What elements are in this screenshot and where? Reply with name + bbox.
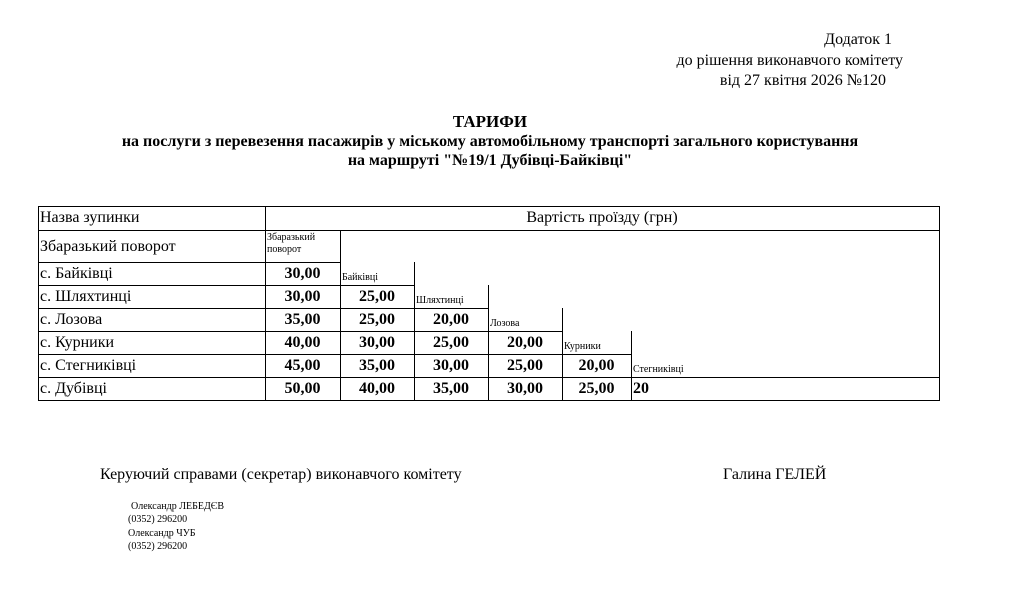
- fare-cell: 30,00: [433, 357, 469, 374]
- fare-cell: 30,00: [284, 265, 321, 282]
- page-title: ТАРИФИ: [452, 112, 528, 131]
- diag-label: Курники: [564, 341, 601, 352]
- row-name: с. Дубівці: [40, 380, 107, 397]
- row-name: с. Байківці: [40, 265, 113, 282]
- row-rule: [38, 400, 266, 401]
- row-name: с. Лозова: [40, 311, 103, 328]
- fare-cell: 30,00: [507, 380, 543, 397]
- fare-cell: 20: [633, 380, 649, 397]
- fare-cell: 20,00: [433, 311, 469, 328]
- fare-cell: 25,00: [433, 334, 469, 351]
- row-name: с. Курники: [40, 334, 115, 351]
- table-border-left: [38, 206, 39, 401]
- row-name-first-stop: Збаразький поворот: [40, 238, 176, 255]
- appendix-decision-label: до рішення виконавчого комітету: [676, 52, 903, 69]
- appendix-date-number: від 27 квітня 2026 №120: [719, 72, 886, 89]
- fare-cell: 25,00: [359, 311, 395, 328]
- diag-label-first-stop: Збаразький поворот: [267, 232, 316, 255]
- cell-rule: [414, 400, 489, 401]
- header-rule: [38, 230, 940, 231]
- contact-phone-2: (0352) 296200: [128, 541, 188, 552]
- diag-label: Байківці: [342, 272, 379, 283]
- cell-rule: [631, 400, 940, 401]
- contact-name-1: Олександр ЛЕБЕДЄВ: [131, 501, 225, 512]
- fare-cell: 30,00: [284, 288, 321, 305]
- column-header-cost: Вартість проїзду (грн): [526, 209, 678, 226]
- signature-position: Керуючий справами (секретар) виконавчого комітету: [100, 466, 462, 483]
- fare-cell: 35,00: [284, 311, 321, 328]
- page-subtitle: на послуги з перевезення пасажирів у міському автомобільному транспорті загального користування: [121, 133, 859, 150]
- row-name: с. Стегниківці: [40, 357, 137, 374]
- row-name: с. Шляхтинці: [40, 288, 132, 305]
- diag-label: Лозова: [490, 318, 520, 329]
- route-title: на маршруті "№19/1 Дубівці-Байківці": [347, 152, 633, 169]
- signature-name: Галина ГЕЛЕЙ: [723, 466, 827, 483]
- fare-cell: 35,00: [359, 357, 395, 374]
- fare-cell: 20,00: [507, 334, 543, 351]
- contact-phone-1: (0352) 296200: [128, 514, 188, 525]
- fare-cell: 40,00: [359, 380, 395, 397]
- cell-rule: [562, 400, 632, 401]
- fare-cell: 20,00: [578, 357, 615, 374]
- cell-rule: [488, 400, 563, 401]
- diag-label: Шляхтинці: [416, 295, 464, 306]
- appendix-label: Додаток 1: [824, 31, 892, 48]
- column-header-name: Назва зупинки: [40, 209, 140, 226]
- fare-cell: 50,00: [284, 380, 321, 397]
- fare-cell: 25,00: [359, 288, 395, 305]
- cell-rule: [265, 400, 341, 401]
- fare-cell: 30,00: [359, 334, 395, 351]
- fare-cell: 40,00: [284, 334, 321, 351]
- fare-cell: 25,00: [507, 357, 543, 374]
- diag-label: Стегниківці: [633, 364, 684, 375]
- cell-rule: [340, 400, 415, 401]
- fare-cell: 25,00: [578, 380, 615, 397]
- contact-name-2: Олександр ЧУБ: [128, 528, 196, 539]
- fare-cell: 45,00: [284, 357, 321, 374]
- fare-cell: 35,00: [433, 380, 469, 397]
